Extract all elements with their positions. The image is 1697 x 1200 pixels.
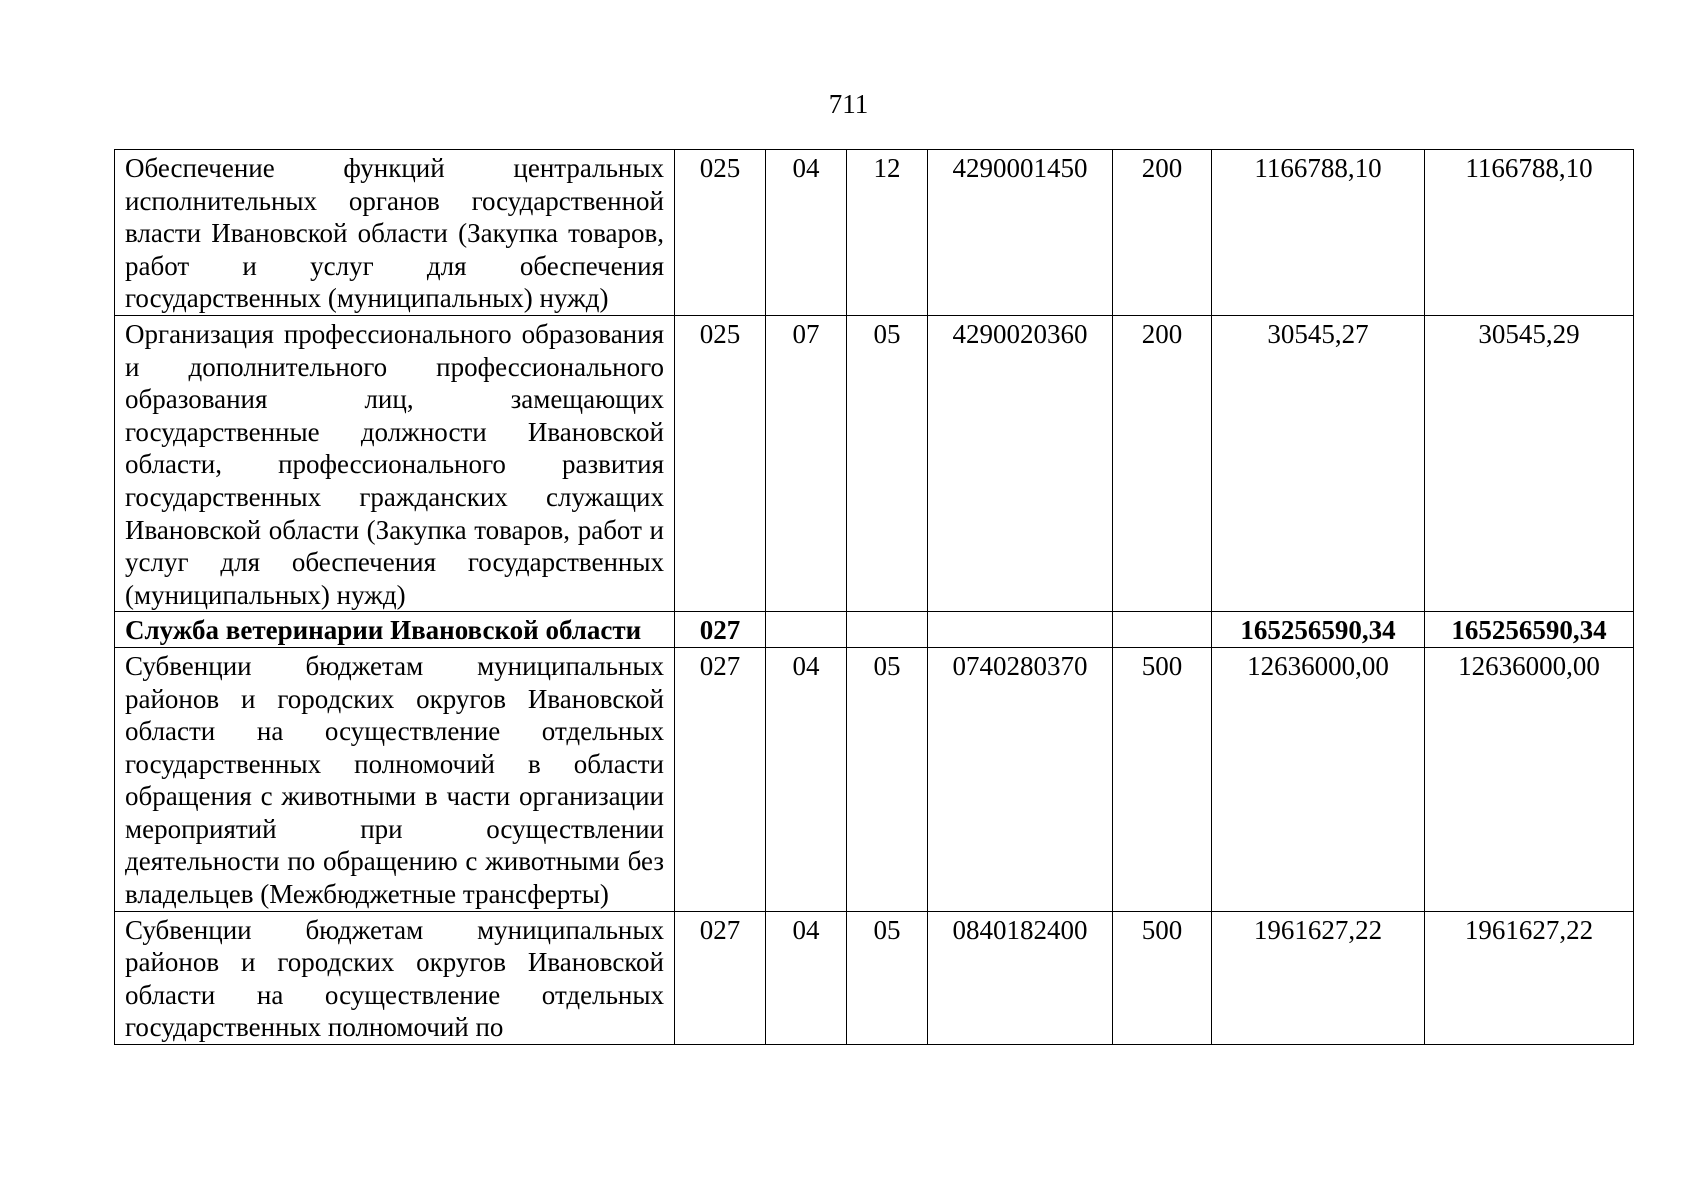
subsection-code-cell: 05 [847, 647, 928, 911]
ministry-code-cell: 025 [675, 150, 766, 316]
ministry-code-cell: 027 [675, 911, 766, 1044]
target-code-cell [928, 612, 1113, 648]
amount-1-cell: 1166788,10 [1212, 150, 1425, 316]
expense-type-cell: 200 [1113, 150, 1212, 316]
page-number: 711 [828, 89, 869, 119]
amount-2-cell: 165256590,34 [1425, 612, 1634, 648]
row-name-cell: Организация профессионального образования и дополнительного профессионального образования лиц, замещающих государственные должности Ивановской области, профессионального развития государственных гражданских служащих Ивановской области (Закупка товаров, работ и услуг для обеспечения государственных (муниципальных) нужд) [115, 315, 675, 611]
subsection-code-cell: 12 [847, 150, 928, 316]
row-name-text: Субвенции бюджетам муниципальных районов и городских округов Ивановской области на осуществление отдельных государственных полномочий по [125, 914, 664, 1043]
amount-1-cell: 30545,27 [1212, 315, 1425, 611]
table-row [115, 647, 1634, 911]
expense-type-cell [1113, 612, 1212, 648]
amount-2-cell: 30545,29 [1425, 315, 1634, 611]
table-row-section-header [115, 612, 1634, 648]
target-code-cell: 0840182400 [928, 911, 1113, 1044]
expense-type-cell: 500 [1113, 647, 1212, 911]
amount-2-cell: 1961627,22 [1425, 911, 1634, 1044]
amount-1-cell: 1961627,22 [1212, 911, 1425, 1044]
table-row [115, 315, 1634, 611]
subsection-code-cell: 05 [847, 315, 928, 611]
target-code-cell: 4290020360 [928, 315, 1113, 611]
budget-table [114, 149, 1634, 1045]
row-name-cell: Обеспечение функций центральных исполнительных органов государственной власти Ивановской области (Закупка товаров, работ и услуг для обеспечения государственных (муниципальных) нужд) [115, 150, 675, 316]
subsection-code-cell [847, 612, 928, 648]
subsection-code-cell: 05 [847, 911, 928, 1044]
expense-type-cell: 500 [1113, 911, 1212, 1044]
section-code-cell: 04 [766, 150, 847, 316]
section-code-cell [766, 612, 847, 648]
amount-1-cell: 12636000,00 [1212, 647, 1425, 911]
amount-2-cell: 12636000,00 [1425, 647, 1634, 911]
section-code-cell: 04 [766, 911, 847, 1044]
ministry-code-cell: 027 [675, 612, 766, 648]
ministry-code-cell: 025 [675, 315, 766, 611]
ministry-code-cell: 027 [675, 647, 766, 911]
amount-2-cell: 1166788,10 [1425, 150, 1634, 316]
section-code-cell: 04 [766, 647, 847, 911]
row-name-cell: Служба ветеринарии Ивановской области [115, 612, 675, 648]
target-code-cell: 0740280370 [928, 647, 1113, 911]
expense-type-cell: 200 [1113, 315, 1212, 611]
amount-1-cell: 165256590,34 [1212, 612, 1425, 648]
target-code-cell: 4290001450 [928, 150, 1113, 316]
row-name-cell: Субвенции бюджетам муниципальных районов и городских округов Ивановской области на осуществление отдельных государственных полномочий в области обращения с животными в части организации мероприятий при осуществлении деятельности по обращению с животными без владельцев (Межбюджетные трансферты) [115, 647, 675, 911]
row-name-cell [115, 911, 675, 1044]
table-row [115, 911, 1634, 1044]
section-code-cell: 07 [766, 315, 847, 611]
table-row [115, 150, 1634, 316]
